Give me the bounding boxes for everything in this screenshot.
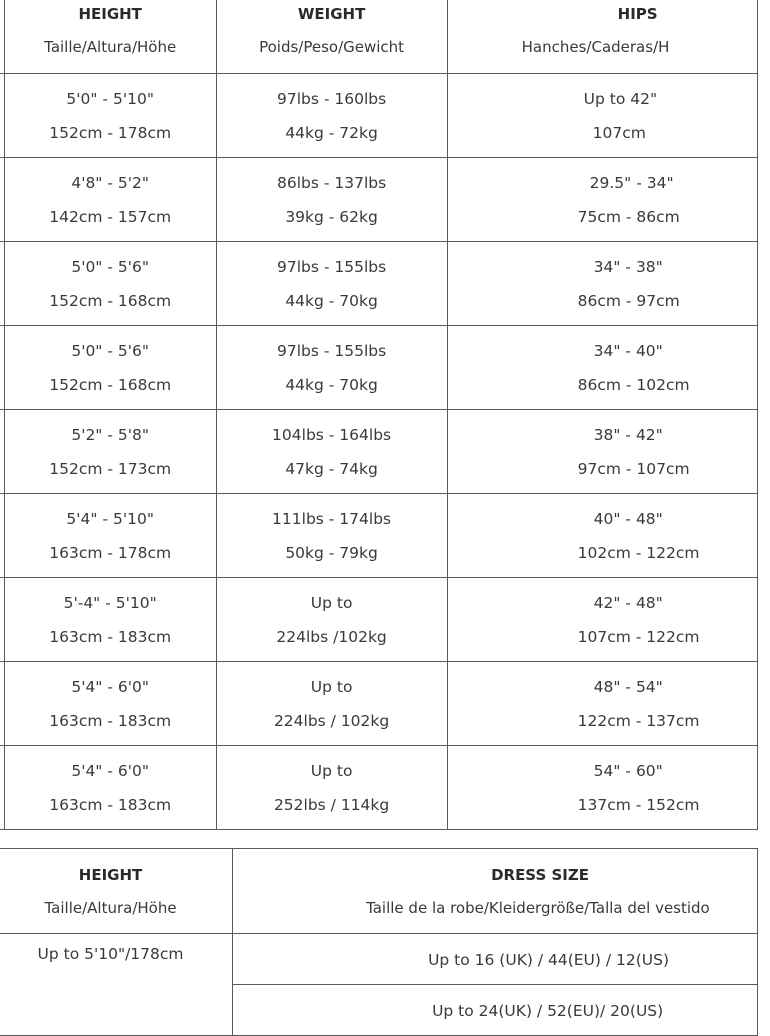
weight-column-header [216,0,447,74]
weight-cell [216,410,447,494]
weight-header-subtitle: Poids/Peso/Gewicht [259,37,405,56]
dress-size-value: Up to 24(UK) / 52(EU)/ 20(US) [432,1001,664,1020]
hips-imperial: 40" - 48" [593,509,663,528]
hips-cell [447,662,757,746]
hips-metric: 86cm - 102cm [577,375,690,394]
dress-size-column-header [233,849,758,934]
size-chart-header-row [0,0,758,74]
hips-cell [447,494,757,578]
height-imperial: 5'2" - 5'8" [71,425,150,444]
table-row [0,662,758,746]
hips-metric: 122cm - 137cm [577,711,700,730]
hips-metric: 102cm - 122cm [577,543,700,562]
height-metric: 152cm - 168cm [49,291,172,310]
height-metric: 163cm - 183cm [49,795,172,814]
hips-imperial: 38" - 42" [593,425,663,444]
height-header-title: HEIGHT [78,865,143,884]
weight-cell [216,578,447,662]
hips-imperial: 54" - 60" [593,761,663,780]
hips-metric: 107cm [592,123,646,142]
weight-imperial: 104lbs - 164lbs [272,425,392,444]
hips-cell [447,326,757,410]
table-row [0,494,758,578]
weight-metric: 50kg - 79kg [285,543,378,562]
weight-cell [216,662,447,746]
height-metric: 163cm - 183cm [49,711,172,730]
table-row [0,578,758,662]
weight-header-title: WEIGHT [297,4,366,23]
height-metric: 152cm - 173cm [49,459,172,478]
dress-size-header-subtitle: Taille de la robe/Kleidergröße/Talla del vestido [366,898,710,917]
height-metric: 163cm - 178cm [49,543,172,562]
hips-cell [447,410,757,494]
dress-size-cell [233,985,758,1036]
table-row [0,74,758,158]
weight-imperial: 86lbs - 137lbs [276,173,387,192]
weight-imperial: Up to [310,761,353,780]
height-cell [4,158,216,242]
hips-metric: 75cm - 86cm [577,207,680,226]
height-imperial: 5'4" - 6'0" [71,677,150,696]
hips-cell [447,158,757,242]
weight-imperial: Up to [310,677,353,696]
height-cell [4,410,216,494]
height-cell [4,242,216,326]
hips-cell [447,74,757,158]
height-header-title: HEIGHT [78,4,142,23]
dress-size-value: Up to 16 (UK) / 44(EU) / 12(US) [428,950,670,969]
weight-cell [216,158,447,242]
hips-cell [447,242,757,326]
height-cell [4,662,216,746]
weight-imperial: Up to [310,593,353,612]
height-imperial: 5'0" - 5'6" [71,341,150,360]
height-imperial: 4'8" - 5'2" [71,173,150,192]
height-column-header [0,849,233,934]
hips-imperial: 34" - 38" [593,257,663,276]
table-row [0,326,758,410]
table-row [0,934,758,985]
height-metric: 152cm - 178cm [49,123,172,142]
height-cell [4,74,216,158]
weight-cell [216,326,447,410]
height-imperial: 5'0" - 5'6" [71,257,150,276]
height-cell [4,746,216,830]
table-row [0,242,758,326]
height-imperial: 5'4" - 5'10" [66,509,154,528]
weight-metric: 224lbs /102kg [276,627,387,646]
hips-imperial: 29.5" - 34" [589,173,674,192]
dress-size-header-row [0,849,758,934]
hips-cell [447,578,757,662]
weight-cell [216,74,447,158]
height-metric: 163cm - 183cm [49,627,172,646]
weight-metric: 252lbs / 114kg [273,795,390,814]
hips-metric: 97cm - 107cm [577,459,690,478]
hips-imperial: Up to 42" [583,89,658,108]
height-header-subtitle: Taille/Altura/Höhe [44,898,177,917]
dress-size-header-title: DRESS SIZE [491,865,589,884]
hips-cell [447,746,757,830]
hips-metric: 86cm - 97cm [577,291,680,310]
dress-size-table [0,848,758,1036]
height-imperial: 5'0" - 5'10" [66,89,154,108]
weight-cell [216,746,447,830]
hips-imperial: 48" - 54" [593,677,663,696]
weight-cell [216,494,447,578]
height-metric: 152cm - 168cm [49,375,172,394]
table-row [0,158,758,242]
hips-header-title: HIPS [617,4,658,23]
hips-column-header [447,0,757,74]
hips-imperial: 42" - 48" [593,593,663,612]
height-cell [4,494,216,578]
hips-header-subtitle: Hanches/Caderas/H [521,37,670,56]
height-metric: 142cm - 157cm [49,207,172,226]
weight-metric: 39kg - 62kg [285,207,378,226]
height-header-subtitle: Taille/Altura/Höhe [44,37,177,56]
hips-metric: 107cm - 122cm [577,627,700,646]
weight-cell [216,242,447,326]
height-cell [0,934,233,1036]
weight-imperial: 97lbs - 155lbs [276,341,387,360]
height-cell [4,578,216,662]
height-imperial: 5'4" - 6'0" [71,761,150,780]
weight-metric: 44kg - 72kg [285,123,378,142]
weight-metric: 47kg - 74kg [285,459,378,478]
height-value: Up to 5'10"/178cm [37,945,184,963]
height-imperial: 5'-4" - 5'10" [63,593,157,612]
height-column-header [4,0,216,74]
height-cell [4,326,216,410]
weight-metric: 44kg - 70kg [285,291,378,310]
hips-imperial: 34" - 40" [593,341,663,360]
hips-metric: 137cm - 152cm [577,795,700,814]
weight-imperial: 111lbs - 174lbs [272,509,392,528]
weight-imperial: 97lbs - 160lbs [276,89,387,108]
weight-imperial: 97lbs - 155lbs [276,257,387,276]
table-row [0,746,758,830]
dress-size-cell [233,934,758,985]
weight-metric: 44kg - 70kg [285,375,378,394]
weight-metric: 224lbs / 102kg [273,711,390,730]
table-row [0,410,758,494]
